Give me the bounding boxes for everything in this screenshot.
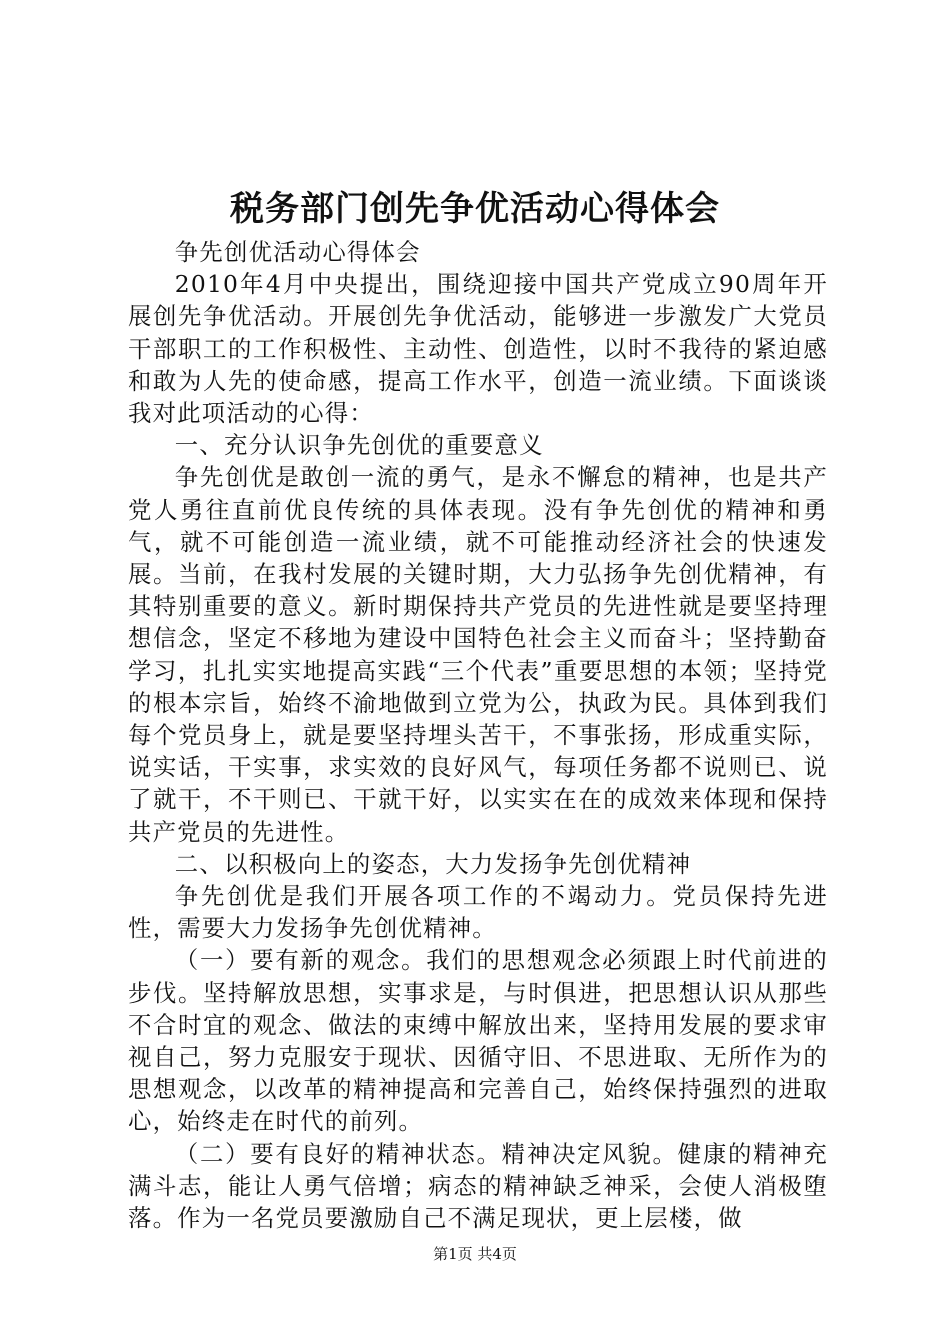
document-title: 税务部门创先争优活动心得体会 [230,189,720,229]
body-paragraph: 争先创优是我们开展各项工作的不竭动力。党员保持先进性，需要大力发扬争先创优精神。 [128,882,828,943]
body-paragraph: 争先创优是敢创一流的勇气，是永不懈怠的精神，也是共产党人勇往直前优良传统的具体表现。没有争先创优的精神和勇气，就不可能创造一流业绩，就不可能推动经济社会的快速发展。当前，在我村发展的关键时期，大力弘扬争先创优精神，有其特别重要的意义。新时期保持共产党员的先进性就是要坚持理想信念，坚定不移地为建设中国特色社会主义而奋斗；坚持勤奋学习，扎扎实实地提高实践“三个代表”重要思想的本领；坚持党的根本宗旨，始终不渝地做到立党为公，执政为民。具体到我们每个党员身上，就是要坚持埋头苦干，不事张扬，形成重实际，说实话，干实事，求实效的良好风气，每项任务都不说则已、说了就干，不干则已、干就干好，以实实在在的成效来体现和保持共产党员的先进性。 [128,463,828,846]
section-heading-2: 二、以积极向上的姿态，大力发扬争先创优精神 [174,849,692,878]
body-paragraph: （一）要有新的观念。我们的思想观念必须跟上时代前进的步伐。坚持解放思想，实事求是，与时俱进，把思想认识从那些不合时宜的观念、做法的束缚中解放出来，坚持用发展的要求审视自己，努力克服安于现状、因循守旧、不思进取、无所作为的思想观念，以改革的精神提高和完善自己，始终保持强烈的进取心，始终走在时代的前列。 [128,946,828,1136]
page-number: 第1页 共4页 [433,1245,517,1263]
subtitle-paragraph: 争先创优活动心得体会 [174,238,421,266]
document-body [128,236,828,1234]
body-paragraph: （二）要有良好的精神状态。精神决定风貌。健康的精神充满斗志，能让人勇气倍增；病态的精神缺乏神采，会使人消极堕落。作为一名党员要激励自己不满足现状，更上层楼，做 [128,1139,828,1233]
intro-paragraph: 2010年4月中央提出，围绕迎接中国共产党成立90周年开展创先争优活动。开展创先争优活动，能够进一步激发广大党员干部职工的工作积极性、主动性、创造性，以时不我待的紧迫感和敢为人先的使命感，提高工作水平，创造一流业绩。下面谈谈我对此项活动的心得： [128,270,828,428]
section-heading-1: 一、充分认识争先创优的重要意义 [174,431,544,460]
